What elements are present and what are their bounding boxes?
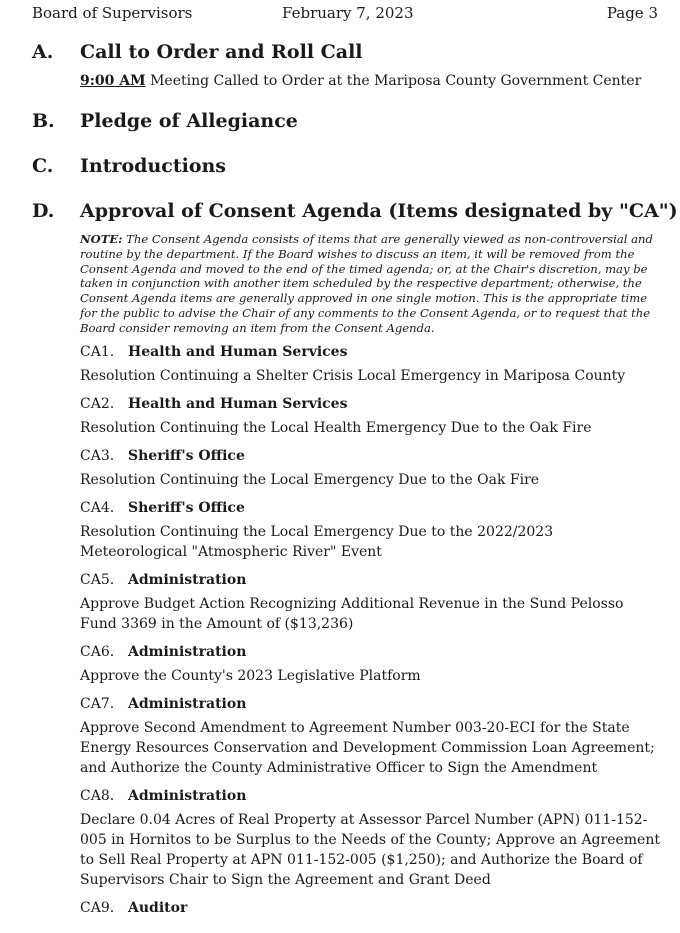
section-title: Pledge of Allegiance — [80, 110, 298, 132]
header-page-number: Page 3 — [606, 4, 658, 22]
agenda-item — [80, 642, 660, 686]
agenda-item-description: Resolution Continuing the Local Emergency Due to the Oak Fire — [80, 472, 540, 488]
agenda-item-heading — [80, 342, 660, 362]
agenda-item — [80, 342, 660, 386]
agenda-item — [80, 446, 660, 490]
agenda-item — [80, 570, 660, 634]
agenda-item-department: Auditor — [128, 900, 188, 916]
section-letter: C. — [32, 155, 54, 177]
agenda-item-heading — [80, 446, 660, 466]
agenda-item-department: Administration — [128, 696, 247, 712]
agenda-item-description: Resolution Continuing a Shelter Crisis Local Emergency in Mariposa County — [80, 368, 626, 384]
agenda-item-heading — [80, 570, 660, 590]
agenda-item-description: Resolution Continuing the Local Health Emergency Due to the Oak Fire — [80, 420, 592, 436]
call-to-order-text: Meeting Called to Order at the Mariposa County Government Center — [145, 73, 642, 89]
agenda-item-number: CA2. — [80, 396, 115, 412]
agenda-item-number: CA7. — [80, 696, 115, 712]
agenda-item-department: Administration — [128, 572, 247, 588]
section-title: Introductions — [80, 155, 227, 177]
meeting-time: 9:00 AM — [80, 73, 146, 89]
agenda-item — [80, 786, 660, 890]
agenda-item-heading — [80, 642, 660, 662]
agenda-item-description: Declare 0.04 Acres of Real Property at Assessor Parcel Number (APN) 011-152-005 in Hornitos to be Surplus to the Needs of the County; Approve an Agreement to Sell Real Property at APN 011-152-005 ($1,250); and Authorize the Board of Supervisors Chair to Sign the Agreement and Grant Deed — [80, 812, 660, 888]
agenda-item — [80, 694, 660, 778]
section-letter: A. — [32, 41, 54, 63]
agenda-item-department: Administration — [128, 644, 247, 660]
note-label: NOTE: — [80, 232, 123, 246]
agenda-item-department: Sheriff's Office — [128, 500, 245, 516]
agenda-item-heading — [80, 498, 660, 518]
agenda-item-description: Approve Budget Action Recognizing Additional Revenue in the Sund Pelosso Fund 3369 in the Amount of ($13,236) — [80, 596, 624, 632]
agenda-item-number: CA8. — [80, 788, 115, 804]
agenda-item-heading — [80, 786, 660, 806]
agenda-item-department: Health and Human Services — [128, 396, 348, 412]
header-board-name: Board of Supervisors — [32, 4, 193, 22]
agenda-item — [80, 394, 660, 438]
section-title: Call to Order and Roll Call — [80, 41, 363, 63]
agenda-item-heading — [80, 394, 660, 414]
call-to-order-line — [80, 73, 641, 89]
agenda-item-description: Approve Second Amendment to Agreement Number 003-20-ECI for the State Energy Resources Conservation and Development Commission Loan Agreement; and Authorize the County Administrative Officer to Sign the Amendment — [80, 720, 655, 776]
agenda-item-department: Health and Human Services — [128, 344, 348, 360]
agenda-item-number: CA3. — [80, 448, 115, 464]
agenda-item-department: Administration — [128, 788, 247, 804]
note-text: The Consent Agenda consists of items that are generally viewed as non-controversial and routine by the department. If the Board wishes to discuss an item, it will be removed from the Consent Agenda and moved to the end of the timed agenda; or, at the Chair's discretion, may be taken in conjunction with another item scheduled by the respective department; otherwise, the Consent Agenda items are generally approved in one single motion. This is the appropriate time for the public to advise the Chair of any comments to the Consent Agenda, or to request that the Board consider removing an item from the Consent Agenda. — [80, 232, 653, 335]
agenda-item-description: Resolution Continuing the Local Emergency Due to the 2022/2023 Meteorological "Atmospheric River" Event — [80, 524, 554, 560]
header-date: February 7, 2023 — [282, 4, 414, 22]
agenda-item — [80, 898, 660, 918]
consent-agenda-items — [80, 342, 660, 926]
page-header — [32, 4, 658, 24]
section-title: Approval of Consent Agenda (Items designated by "CA") — [80, 200, 678, 222]
agenda-item-number: CA1. — [80, 344, 115, 360]
agenda-item-heading — [80, 898, 660, 918]
agenda-item-department: Sheriff's Office — [128, 448, 245, 464]
section-letter: D. — [32, 200, 55, 222]
agenda-item — [80, 498, 660, 562]
agenda-item-number: CA4. — [80, 500, 115, 516]
agenda-item-heading — [80, 694, 660, 714]
agenda-item-number: CA6. — [80, 644, 115, 660]
agenda-item-number: CA9. — [80, 900, 115, 916]
agenda-item-description: Approve the County's 2023 Legislative Platform — [80, 668, 421, 684]
consent-agenda-note — [80, 232, 656, 336]
section-letter: B. — [32, 110, 55, 132]
agenda-item-number: CA5. — [80, 572, 115, 588]
